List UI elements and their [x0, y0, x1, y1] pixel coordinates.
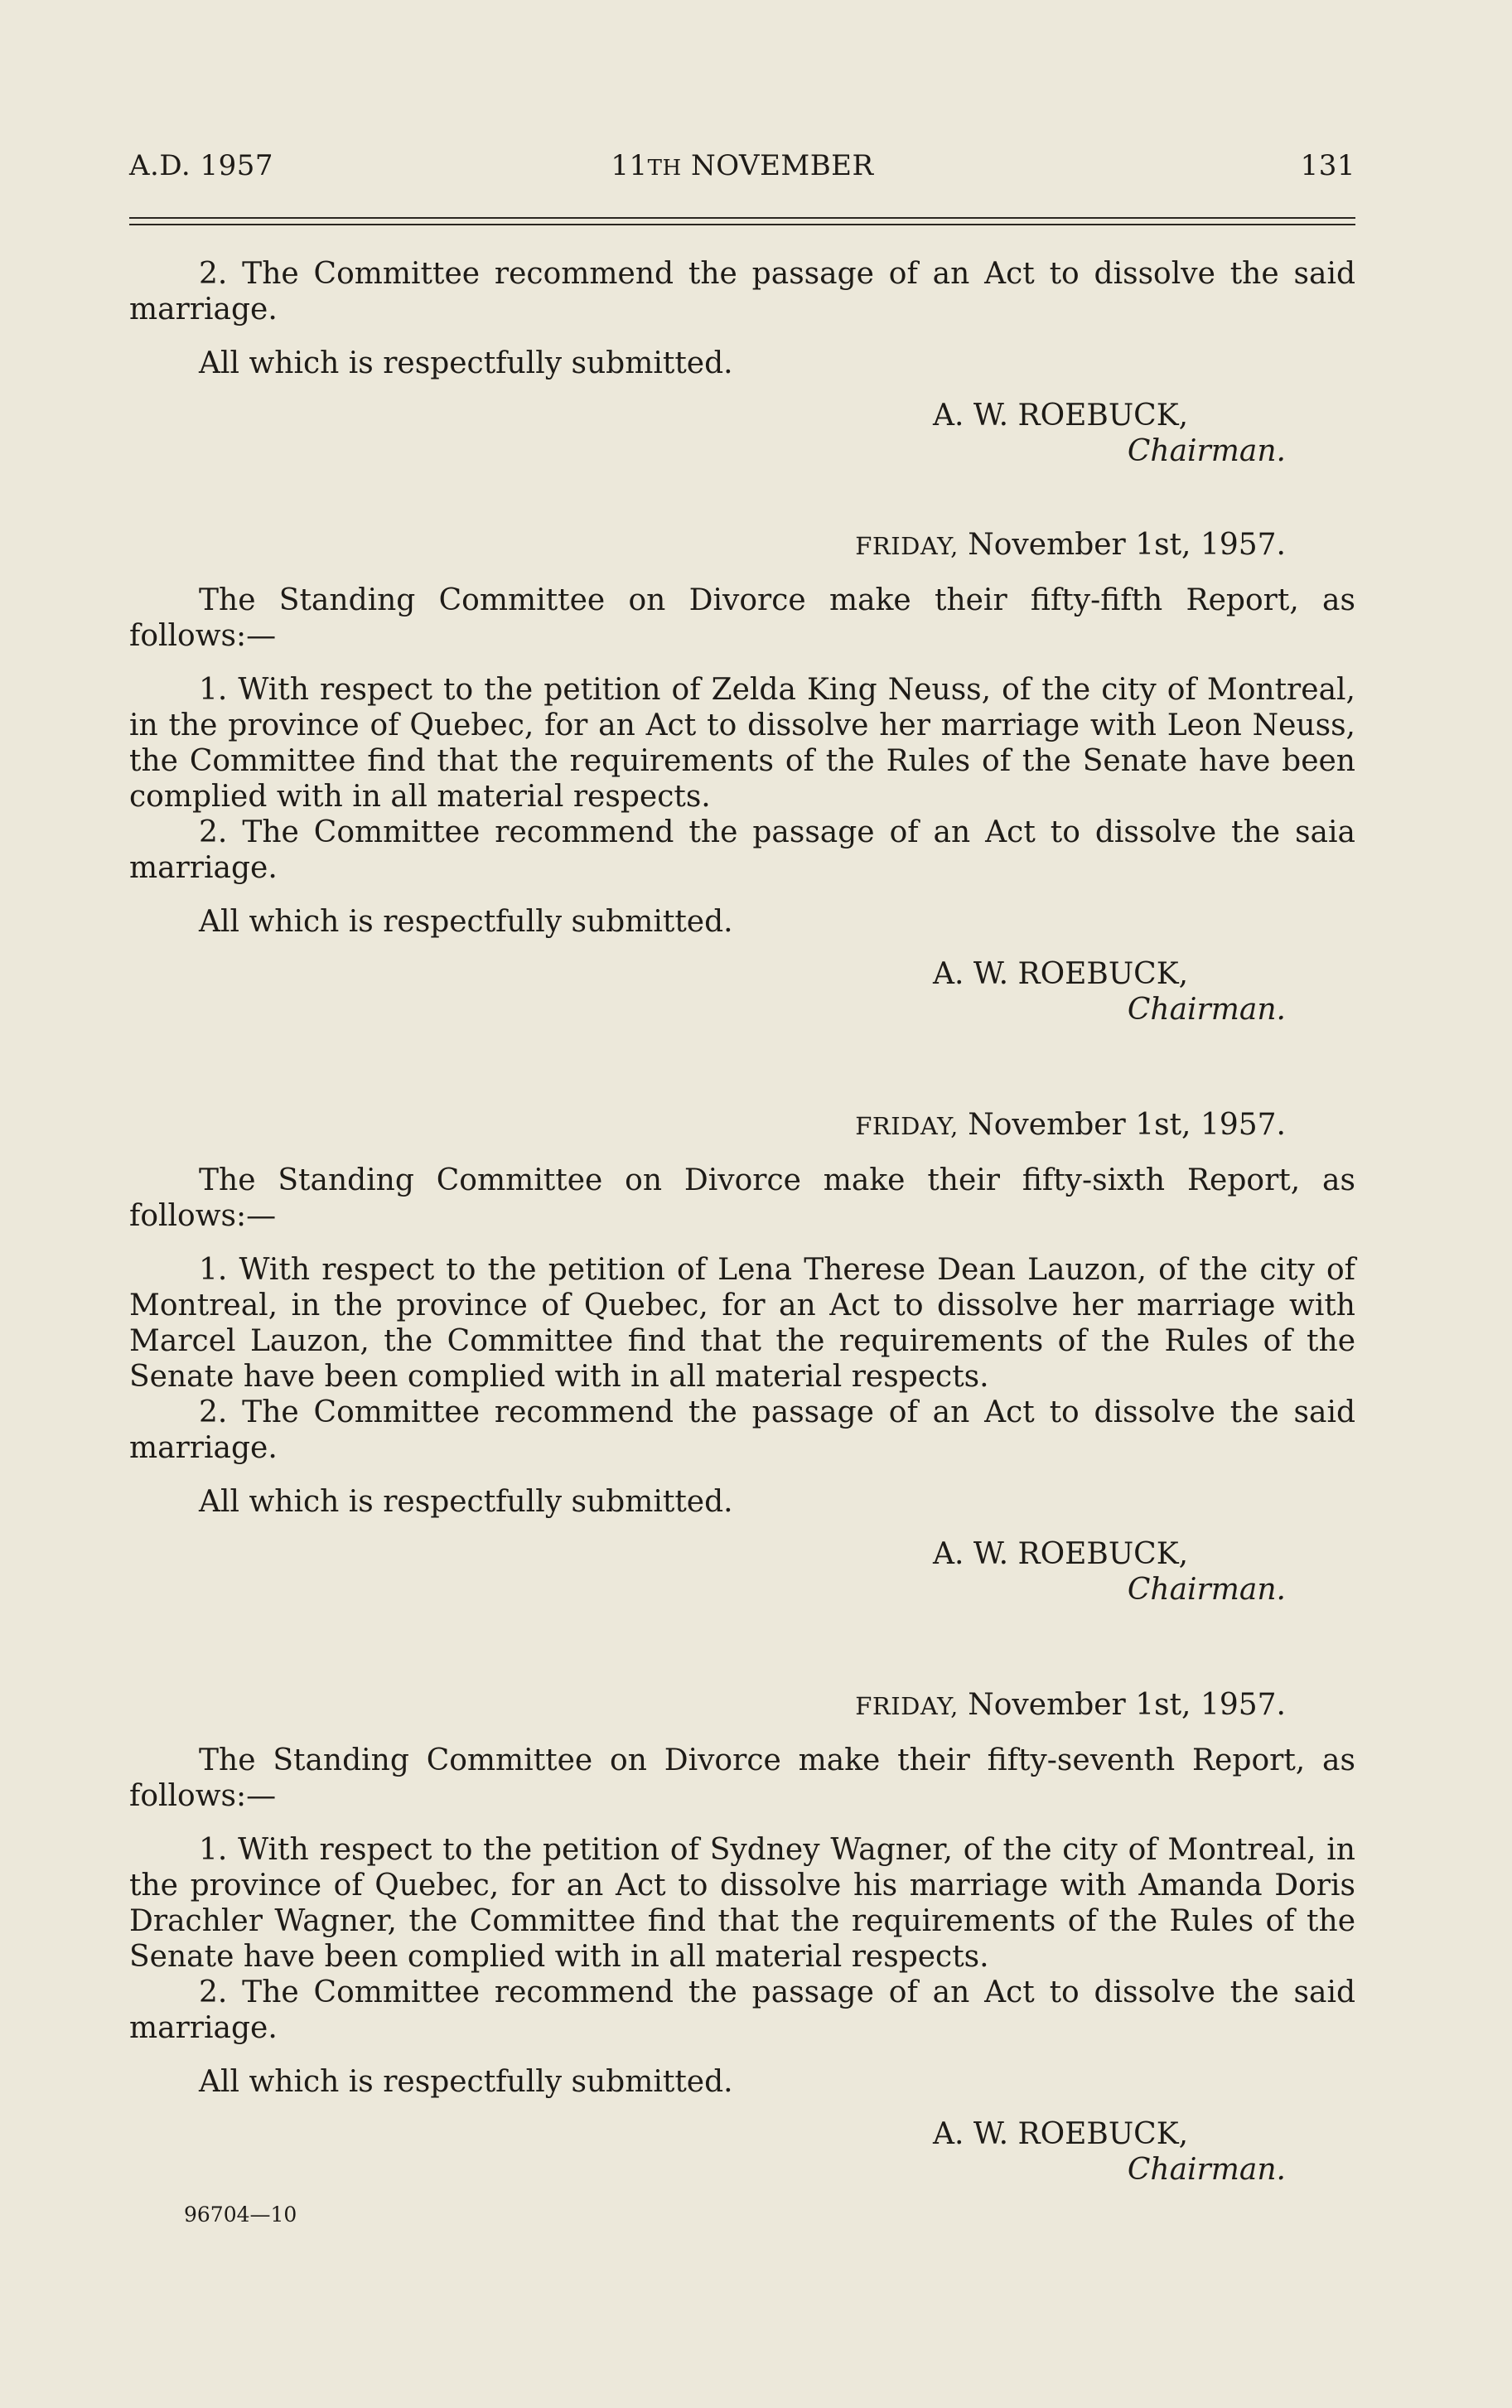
petition-paragraph: 1. With respect to the petition of Sydney Wagner, of the city of Montreal, in the province of Quebec, for an Act to dissolve his marriage with Amanda Doris Drachler Wagner, the Committee find that the requirements of the Rules of the Senate have been complied with in all material respects.	[129, 1833, 1355, 1974]
report-date: FRIDAY, November 1st, 1957.	[855, 1688, 1286, 1722]
signatory-name: A. W. ROEBUCK,	[933, 1537, 1189, 1571]
petition-paragraph: 1. With respect to the petition of Lena Therese Dean Lauzon, of the city of Montreal, in the province of Quebec, for an Act to dissolve her marriage with Marcel Lauzon, the Committee find that the requirements of the Rules of the Senate have been complied with in all material respects.	[129, 1253, 1355, 1394]
document-body	[129, 256, 1355, 2188]
recommendation-paragraph: 2. The Committee recommend the passage of an Act to dissolve the said marriage.	[129, 1975, 1355, 2045]
report-continuation	[129, 256, 1355, 469]
report-fifty-seventh	[129, 1687, 1355, 2188]
recommendation-paragraph: 2. The Committee recommend the passage of an Act to dissolve the said marriage.	[129, 1395, 1355, 1465]
recommendation-paragraph: 2. The Committee recommend the passage of an Act to dissolve the said marriage.	[129, 257, 1355, 326]
page-number: 131	[1300, 149, 1355, 182]
signatory-name: A. W. ROEBUCK,	[933, 957, 1189, 991]
signatory-name: A. W. ROEBUCK,	[933, 2117, 1189, 2151]
report-date: FRIDAY, November 1st, 1957.	[855, 1108, 1286, 1142]
signatory-title: Chairman.	[1127, 2153, 1286, 2187]
page-header	[129, 149, 1355, 199]
report-fifty-sixth	[129, 1107, 1355, 1608]
signatory-title: Chairman.	[1127, 1573, 1286, 1607]
submitted-line: All which is respectfully submitted.	[199, 1485, 733, 1519]
header-rule-top	[129, 217, 1355, 219]
header-year: A.D. 1957	[129, 149, 274, 182]
signatory-name: A. W. ROEBUCK,	[933, 399, 1189, 433]
report-intro: The Standing Committee on Divorce make their fifty-fifth Report, as follows:—	[129, 583, 1355, 653]
submitted-line: All which is respectfully submitted.	[199, 346, 733, 380]
petition-paragraph: 1. With respect to the petition of Zelda King Neuss, of the city of Montreal, in the province of Quebec, for an Act to dissolve her marriage with Leon Neuss, the Committee find that the requirements of the Rules of the Senate have been complied with in all material respects.	[129, 673, 1355, 814]
signatory-title: Chairman.	[1127, 434, 1286, 468]
recommendation-paragraph: 2. The Committee recommend the passage of an Act to dissolve the saia marriage.	[129, 815, 1355, 885]
report-intro: The Standing Committee on Divorce make their fifty-seventh Report, as follows:—	[129, 1743, 1355, 1813]
report-date: FRIDAY, November 1st, 1957.	[855, 528, 1286, 562]
submitted-line: All which is respectfully submitted.	[199, 905, 733, 939]
signatory-title: Chairman.	[1127, 993, 1286, 1027]
report-fifty-fifth	[129, 527, 1355, 1028]
report-intro: The Standing Committee on Divorce make their fifty-sixth Report, as follows:—	[129, 1163, 1355, 1233]
header-date: 11TH NOVEMBER	[611, 149, 874, 182]
printer-code: 96704—10	[184, 2202, 297, 2227]
header-rule-bottom	[129, 224, 1355, 225]
submitted-line: All which is respectfully submitted.	[199, 2065, 733, 2099]
